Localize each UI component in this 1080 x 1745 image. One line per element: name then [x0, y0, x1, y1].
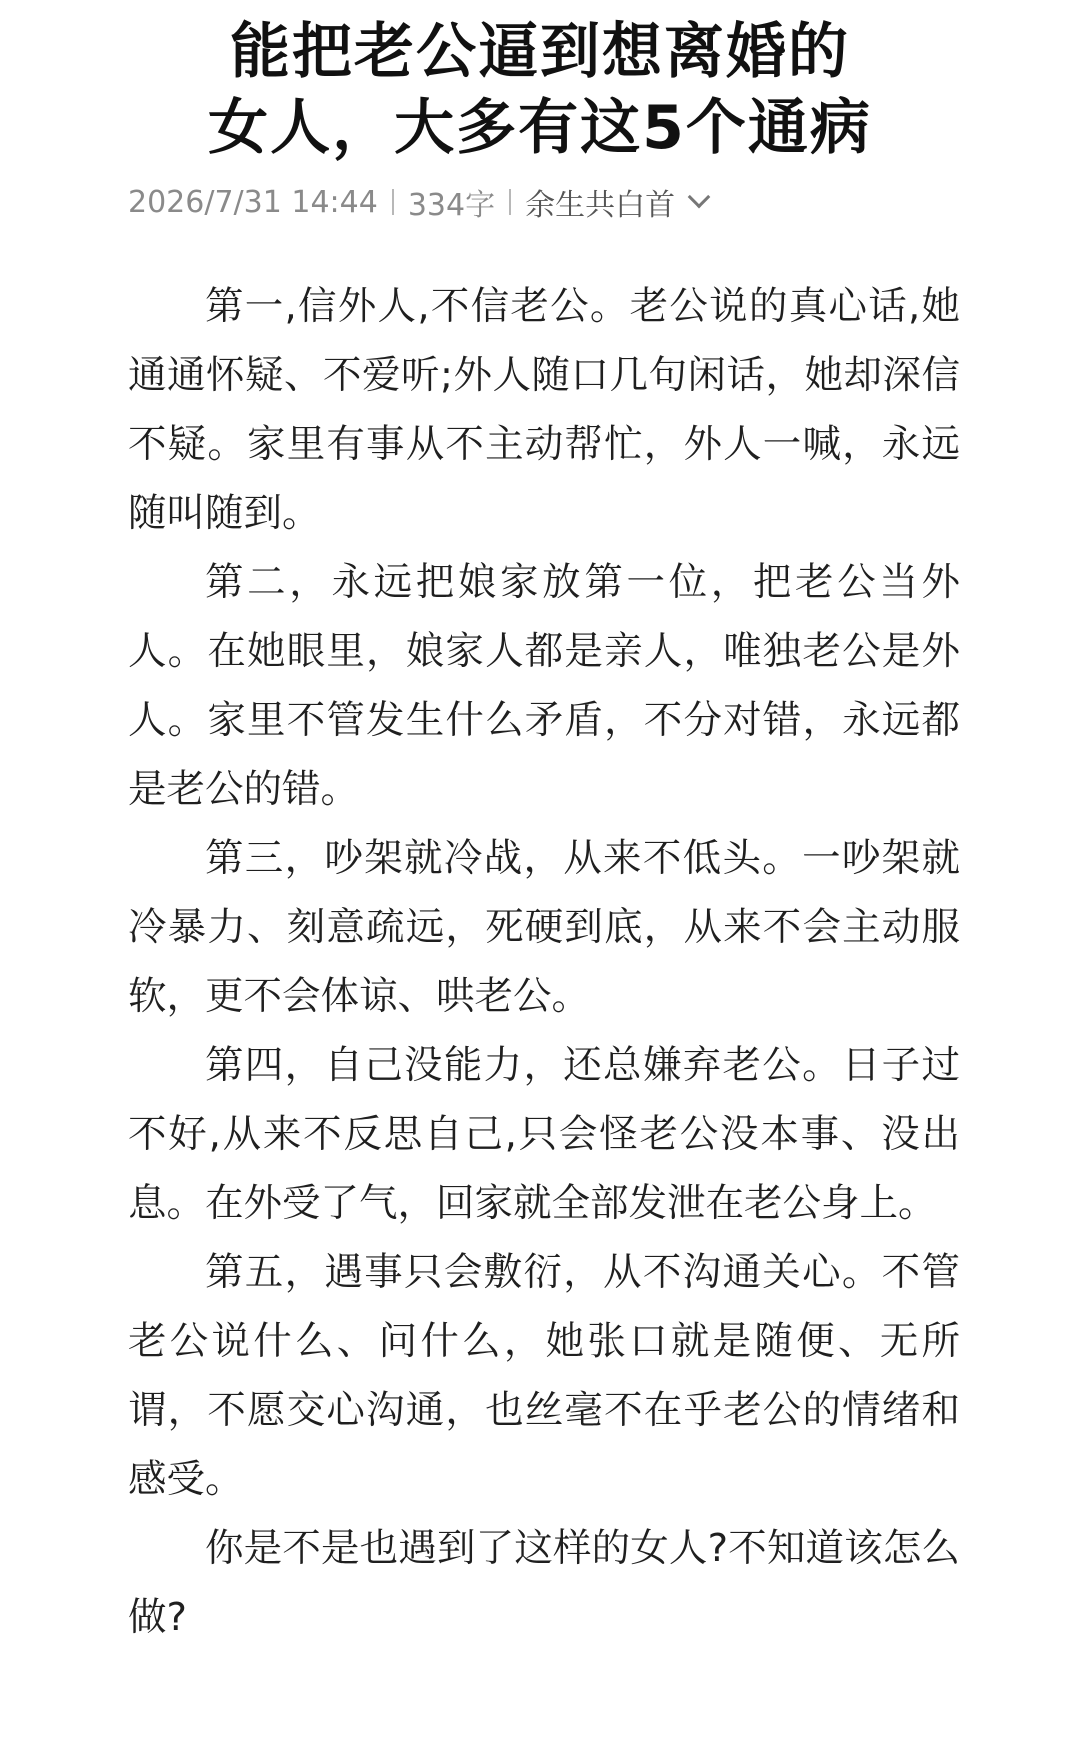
chevron-down-icon[interactable] — [688, 186, 711, 209]
article-body — [128, 272, 960, 1652]
publish-date: 2026/7/31 14:44 — [128, 184, 378, 220]
article-paragraph: 你是不是也遇到了这样的女人?不知道该怎么做? — [128, 1526, 960, 1640]
article-paragraph: 第四，自己没能力，还总嫌弃老公。日子过不好,从来不反思自己,只会怪老公没本事、没出息。在外受了气，回家就全部发泄在老公身上。 — [128, 1043, 960, 1226]
article-paragraph: 第三，吵架就冷战，从来不低头。一吵架就冷暴力、刻意疏远，死硬到底，从来不会主动服软，更不会体谅、哄老公。 — [128, 836, 960, 1019]
article-paragraph: 第二，永远把娘家放第一位，把老公当外人。在她眼里，娘家人都是亲人，唯独老公是外人。家里不管发生什么矛盾，不分对错，永远都是老公的错。 — [128, 560, 960, 812]
article-paragraph: 第五，遇事只会敷衍，从不沟通关心。不管老公说什么、问什么，她张口就是随便、无所谓，不愿交心沟通，也丝毫不在乎老公的情绪和感受。 — [128, 1250, 960, 1502]
article-title-line-1: 能把老公逼到想离婚的 — [230, 17, 850, 87]
word-count: 334字 — [407, 188, 496, 223]
meta-divider — [509, 189, 511, 215]
author-name[interactable]: 余生共白首 — [525, 188, 676, 223]
article-title-line-2: 女人，大多有这5个通病 — [208, 93, 872, 163]
article-title — [0, 14, 1080, 166]
article-paragraph: 第一,信外人,不信老公。老公说的真心话,她通通怀疑、不爱听;外人随口几句闲话，她却深信不疑。家里有事从不主动帮忙，外人一喊，永远随叫随到。 — [128, 284, 960, 536]
meta-divider — [392, 189, 394, 215]
article-meta — [128, 178, 707, 226]
